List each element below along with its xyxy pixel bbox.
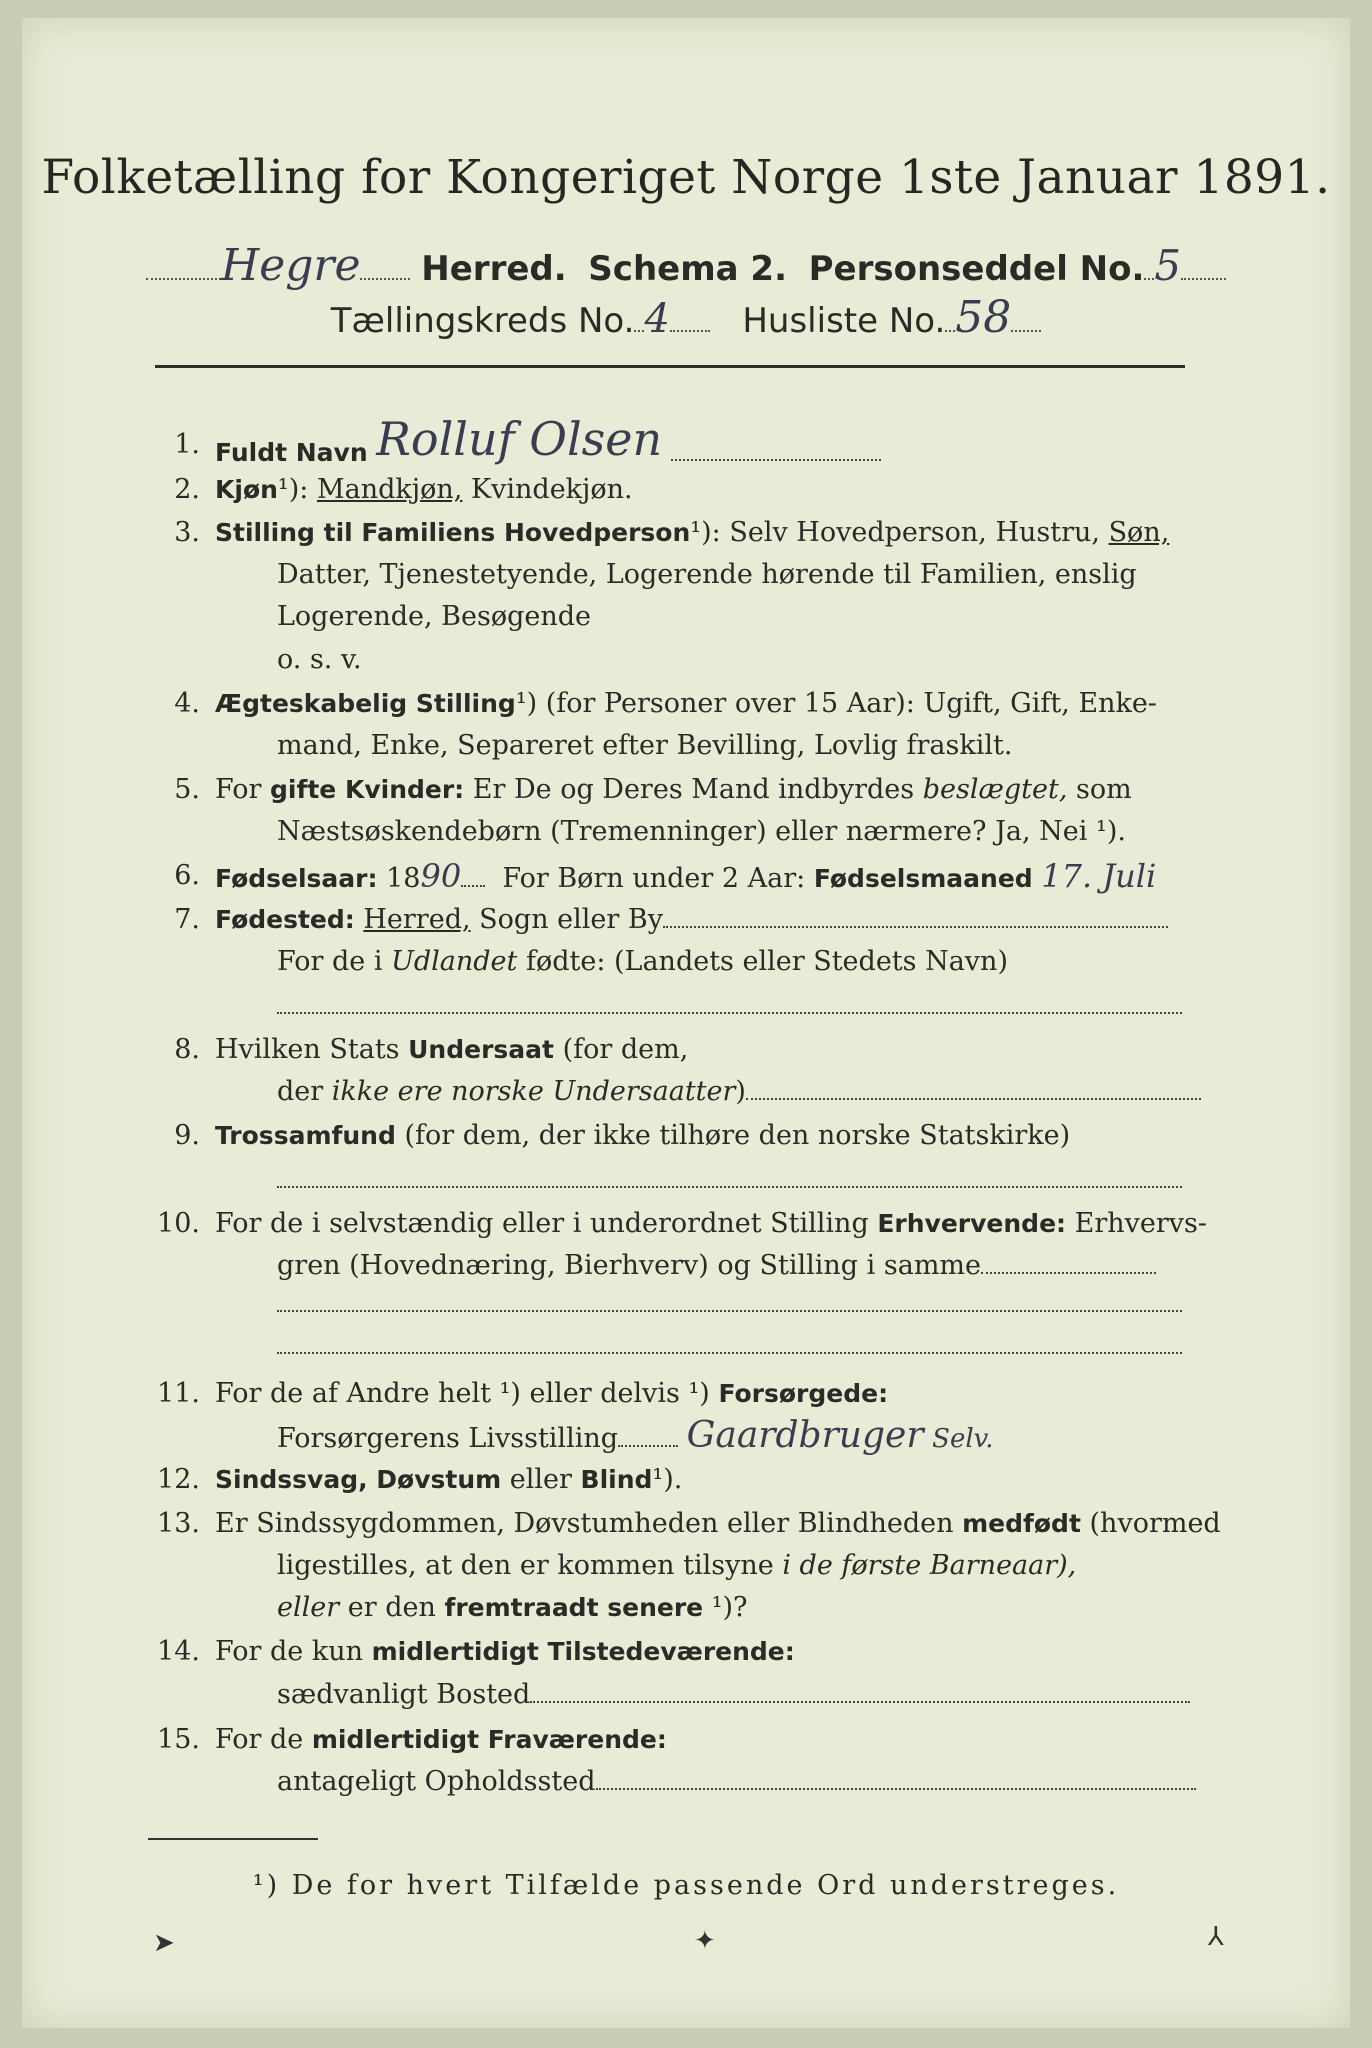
q1-num: 1. [174,429,200,460]
q11-line2: Forsørgerens Livsstilling [277,1423,619,1454]
q12-mid: eller [509,1464,572,1495]
q11-dotfill [618,1441,678,1447]
q6-label: Fødselsaar: [215,864,378,893]
q13-num: 13. [157,1508,200,1539]
q4-num: 4. [174,688,200,719]
q5-line2: Næstsøskendebørn (Tremenninger) eller nærmere? Ja, Nei ¹). [277,816,1126,847]
q2-sup: ¹): [277,474,309,505]
q3-label: Stilling til Familiens Hovedperson [215,518,691,547]
herred-value: Hegre [220,240,361,291]
footnote-rule [148,1838,318,1840]
q3-num: 3. [174,517,200,548]
q13-line3d: ¹)? [711,1592,748,1623]
herred-label: Herred. [421,249,567,289]
personseddel-value: 5 [1154,241,1182,290]
q10-rest: Erhvervs- [1074,1208,1208,1239]
q13-line3b: er den [347,1592,436,1623]
q4-line1: ¹) (for Personer over 15 Aar): Ugift, Gift, Enke- [515,688,1157,719]
q3-line2: Datter, Tjenestetyende, Logerende hørende til Familien, enslig [277,559,1137,590]
q6-mid: For Børn under 2 Aar: [502,863,806,894]
q13-line2a: ligestilles, at den er kommen tilsyne [277,1550,774,1581]
q13-line3a: eller [277,1592,340,1623]
q12-num: 12. [157,1464,200,1495]
q14-label: midlertidigt Tilstedeværende: [371,1637,795,1666]
q8-line2a: der [277,1076,324,1107]
q8-rest: (for dem, [562,1034,689,1065]
schema-label: Schema 2. [588,249,787,289]
q3-line1: Selv Hovedperson, Hustru, [729,517,1100,548]
q9-blank-line [277,1186,1182,1188]
q11-lead: For de af Andre helt ¹) eller delvis ¹) [215,1378,710,1409]
q10-label: Erhvervende: [877,1209,1067,1238]
q1-dotfill [671,455,881,461]
q13-lead: Er Sindssygdommen, Døvstumheden eller Blindheden [215,1508,954,1539]
q7-dotfill [663,922,1168,928]
q6-year-value: 90 [420,857,462,895]
q2-opt-kvindekjon: Kvindekjøn. [470,474,633,505]
kreds-line [0,292,1372,343]
q7-label: Fødested: [215,905,355,934]
q8-line2b: ikke ere norske Undersaatter [331,1076,736,1107]
q4-line2: mand, Enke, Separeret efter Bevilling, Lovlig fraskilt. [277,730,1013,761]
q10-num: 10. [157,1208,200,1239]
q10-blank-line-2 [277,1352,1182,1354]
q15-lead: For de [215,1724,304,1755]
corner-mark-left: ➤ [153,1928,175,1958]
q3-line4: o. s. v. [277,644,362,675]
q9-label: Trossamfund [215,1121,396,1150]
husliste-value: 58 [955,292,1012,343]
q12-rest: ¹). [652,1464,683,1495]
q11-answer: Gaardbruger [686,1415,924,1456]
q7-rest: Sogn eller By [479,904,663,935]
q5-line1b: beslægtet, [922,774,1068,805]
header-rule [155,365,1185,368]
q8-dotfill [746,1094,1201,1100]
q9-rest: (for dem, der ikke tilhøre den norske Statskirke) [404,1120,1071,1151]
q8-label: Undersaat [408,1035,554,1064]
q10-blank-line-1 [277,1310,1182,1312]
q7-line2a: For de i [277,946,383,977]
q5-num: 5. [174,774,200,805]
q3-line3: Logerende, Besøgende [277,601,591,632]
q6-year-prefix: 18 [386,863,421,894]
q9-num: 9. [174,1120,200,1151]
q5-label: gifte Kvinder: [270,775,465,804]
q14-dotfill [530,1697,1190,1703]
q7-opt-herred: Herred, [363,904,471,935]
q14-num: 14. [157,1636,200,1667]
q10-dotfill [981,1268,1156,1274]
q13-line2b: i de første Barneaar), [782,1550,1077,1581]
q7-line2b: Udlandet [391,946,518,977]
q7-num: 7. [174,904,200,935]
q4-label: Ægteskabelig Stilling [215,689,516,718]
q5-line1a: Er De og Deres Mand indbyrdes [472,774,915,805]
q12-label2: Blind [580,1465,653,1494]
q14-line2: sædvanligt Bosted [277,1679,531,1710]
q13-label: medfødt [962,1509,1081,1538]
q3-opt-son: Søn, [1108,517,1170,548]
q2-opt-mandkjon: Mandkjøn, [316,474,463,505]
center-mark: ✦ [694,1926,716,1956]
q3-sup: ¹): [690,517,721,548]
q6-label2: Fødselsmaaned [813,864,1033,893]
q7-line2c: fødte: (Landets eller Stedets Navn) [525,946,1008,977]
husliste-label: Husliste No. [742,301,946,341]
q5-line1c: som [1076,774,1132,805]
q7-blank-line [277,1012,1182,1014]
q13-rest: (hvormed [1089,1508,1221,1539]
q15-line2: antageligt Opholdssted [277,1766,596,1797]
q2-label: Kjøn [215,475,278,504]
kreds-label: Tællingskreds No. [330,301,635,341]
form-title: Folketælling for Kongeriget Norge 1ste Januar 1891. [41,150,1331,205]
personseddel-label: Personseddel No. [808,249,1145,289]
q11-answer2: Selv. [932,1424,994,1454]
q13-line3c: fremtraadt senere [444,1593,704,1622]
q15-num: 15. [157,1724,200,1755]
q8-lead: Hvilken Stats [215,1034,400,1065]
q10-line2: gren (Hovednæring, Bierhverv) og Stilling i samme [277,1250,982,1281]
kreds-value: 4 [644,296,670,342]
corner-mark-right: ⅄ [1208,1922,1224,1952]
q2-num: 2. [174,474,200,505]
herred-line [0,240,1372,291]
q14-lead: For de kun [215,1636,363,1667]
q11-label: Forsørgede: [718,1379,889,1408]
q6-dotfill [461,881,485,887]
q8-line2c: ) [735,1076,746,1107]
q6-month-value: 17. Juli [1041,857,1157,895]
q1-answer: Rolluf Olsen [376,412,663,466]
q1-label: Fuldt Navn [215,438,368,467]
q8-num: 8. [174,1034,200,1065]
q10-lead: For de i selvstændig eller i underordnet Stilling [215,1208,869,1239]
footnote: ¹) De for hvert Tilfælde passende Ord understreges. [252,1870,1120,1901]
q15-label: midlertidigt Fraværende: [311,1725,667,1754]
q6-num: 6. [174,860,200,891]
q11-num: 11. [157,1378,200,1409]
q15-dotfill [596,1784,1196,1790]
q5-lead: For [215,774,262,805]
q12-label: Sindssvag, Døvstum [215,1465,502,1494]
